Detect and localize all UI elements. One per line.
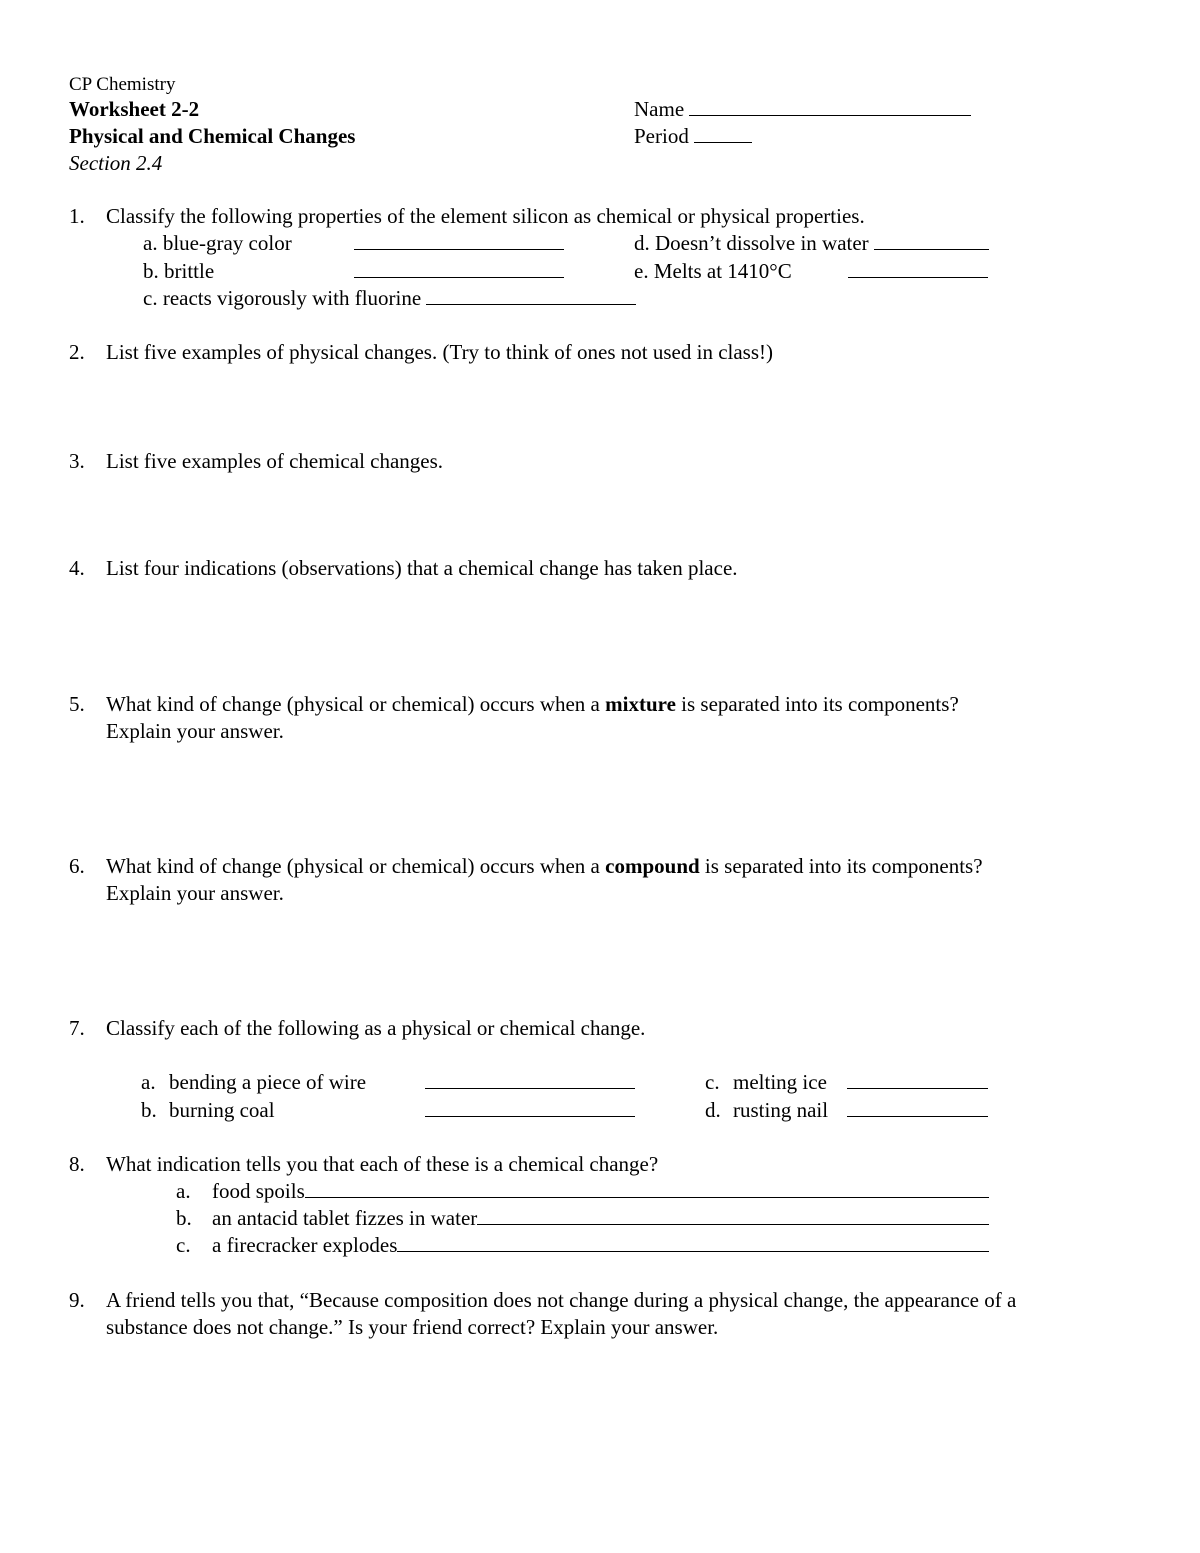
q1-item-c <box>143 285 636 312</box>
q8-letter-b: b. <box>176 1206 192 1230</box>
q7-letter-d: d. <box>705 1098 721 1122</box>
period-label: Period <box>634 124 689 148</box>
q6-keyword: compound <box>605 854 700 878</box>
q8-item-b: an antacid tablet fizzes in water <box>212 1206 478 1230</box>
q6-text-start: What kind of change (physical or chemical) occurs when a <box>106 854 606 878</box>
q7-text: Classify each of the following as a physical or chemical change. <box>106 1016 646 1040</box>
q7-blank-a[interactable] <box>425 1070 635 1089</box>
q5-keyword: mixture <box>605 692 676 716</box>
q1-item-b: b. brittle <box>143 259 215 283</box>
q1-item-d-text: d. Doesn’t dissolve in water <box>634 231 869 255</box>
q9-number: 9. <box>69 1288 85 1312</box>
q7-item-b: burning coal <box>169 1098 275 1122</box>
worksheet-title: Worksheet 2-2 <box>69 97 200 121</box>
q5-text-line2: Explain your answer. <box>106 719 284 743</box>
q7-item-a: bending a piece of wire <box>169 1070 367 1094</box>
q7-number: 7. <box>69 1016 85 1040</box>
q1-text: Classify the following properties of the element silicon as chemical or physical properties. <box>106 204 865 228</box>
q1-blank-e[interactable] <box>848 259 988 278</box>
q1-blank-d[interactable] <box>874 231 989 250</box>
q1-blank-b[interactable] <box>354 259 564 278</box>
q5-text-start: What kind of change (physical or chemical) occurs when a <box>106 692 606 716</box>
q8-row-a <box>212 1178 989 1205</box>
q5-number: 5. <box>69 692 85 716</box>
q8-letter-c: c. <box>176 1233 191 1257</box>
section-label: Section 2.4 <box>69 151 163 175</box>
q8-letter-a: a. <box>176 1179 191 1203</box>
period-blank[interactable] <box>694 124 752 143</box>
q6-text <box>106 853 983 880</box>
q6-text-line2: Explain your answer. <box>106 881 284 905</box>
q7-blank-d[interactable] <box>847 1098 988 1117</box>
q7-blank-c[interactable] <box>847 1070 988 1089</box>
q8-row-b <box>212 1205 989 1232</box>
q1-blank-c[interactable] <box>426 286 636 305</box>
q7-blank-b[interactable] <box>425 1098 635 1117</box>
q5-text-end: is separated into its components? <box>675 692 959 716</box>
name-blank[interactable] <box>689 97 971 116</box>
q2-text: List five examples of physical changes. (Try to think of ones not used in class!) <box>106 340 774 364</box>
q6-number: 6. <box>69 854 85 878</box>
q8-item-c: a firecracker explodes <box>212 1233 398 1257</box>
q1-item-e: e. Melts at 1410°C <box>634 259 792 283</box>
q4-text: List four indications (observations) that a chemical change has taken place. <box>106 556 738 580</box>
period-field[interactable] <box>634 123 752 150</box>
q1-blank-a[interactable] <box>354 231 564 250</box>
q3-number: 3. <box>69 449 85 473</box>
q8-number: 8. <box>69 1152 85 1176</box>
course-label: CP Chemistry <box>69 74 176 95</box>
q8-text: What indication tells you that each of these is a chemical change? <box>106 1152 659 1176</box>
q5-text <box>106 691 959 718</box>
q7-letter-b: b. <box>141 1098 157 1122</box>
q4-number: 4. <box>69 556 85 580</box>
q2-number: 2. <box>69 340 85 364</box>
q1-item-c-text: c. reacts vigorously with fluorine <box>143 286 422 310</box>
q1-item-d <box>634 230 989 257</box>
name-label: Name <box>634 97 685 121</box>
q8-blank-b[interactable] <box>477 1206 989 1225</box>
q7-letter-a: a. <box>141 1070 156 1094</box>
name-field[interactable] <box>634 96 971 123</box>
q7-item-c: melting ice <box>733 1070 827 1094</box>
q1-item-a: a. blue-gray color <box>143 231 292 255</box>
q6-text-end: is separated into its components? <box>699 854 983 878</box>
q9-text: A friend tells you that, “Because composition does not change during a physical change, the appearance of a <box>106 1288 1017 1312</box>
q3-text: List five examples of chemical changes. <box>106 449 444 473</box>
q1-number: 1. <box>69 204 85 228</box>
q8-row-c <box>212 1232 989 1259</box>
q8-blank-a[interactable] <box>305 1179 989 1198</box>
q8-blank-c[interactable] <box>397 1233 989 1252</box>
q8-item-a: food spoils <box>212 1179 305 1203</box>
q9-text-line2: substance does not change.” Is your friend correct? Explain your answer. <box>106 1315 719 1339</box>
q7-item-d: rusting nail <box>733 1098 829 1122</box>
q7-letter-c: c. <box>705 1070 720 1094</box>
page-title: Physical and Chemical Changes <box>69 124 356 148</box>
